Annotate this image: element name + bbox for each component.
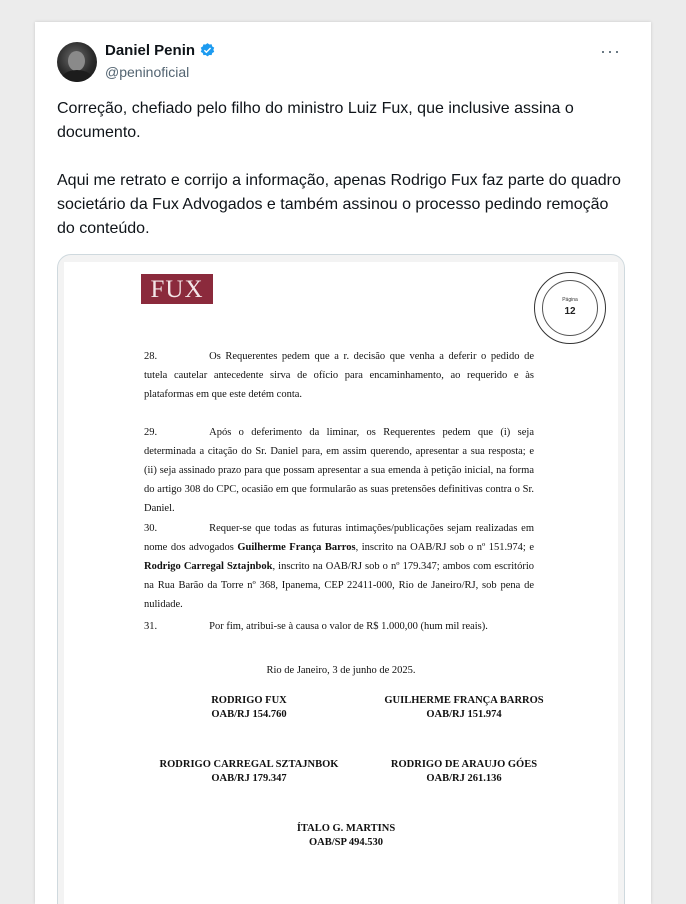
author-name-row[interactable] [105, 42, 216, 59]
page-stamp [534, 272, 606, 344]
city-date: Rio de Janeiro, 3 de junho de 2025. [266, 665, 416, 676]
author-name[interactable]: Daniel Penin [105, 42, 196, 59]
signature-block: GUILHERME FRANÇA BARROS OAB/RJ 151.974 [384, 695, 544, 720]
signature-block: RODRIGO CARREGAL SZTAJNBOK OAB/RJ 179.347 [159, 759, 339, 784]
tweet-paragraph: Aqui me retrato e corrijo a informação, apenas Rodrigo Fux faz parte do quadro societário da Fux Advogados e também assinou o processo pedindo remoção do conteúdo. [57, 172, 621, 237]
tweet-media-image[interactable] [57, 254, 625, 904]
tweet-card [35, 22, 651, 904]
stamp-page-number: 12 [564, 306, 576, 317]
tweet-paragraph: Correção, chefiado pelo filho do ministro Luiz Fux, que inclusive assina o documento. [57, 100, 574, 141]
author-handle[interactable]: @peninoficial [105, 64, 190, 80]
paragraph-31: 31. Por fim, atribui-se à causa o valor de R$ 1.000,00 (hum mil reais). [144, 621, 488, 632]
signature-block: RODRIGO DE ARAUJO GÓES OAB/RJ 261.136 [390, 759, 538, 784]
legal-document [64, 262, 618, 904]
signature-block: RODRIGO FUX OAB/RJ 154.760 [211, 695, 287, 720]
signature-block: ÍTALO G. MARTINS OAB/SP 494.530 [296, 823, 396, 848]
fux-logo: FUX [141, 274, 213, 304]
paragraph-29: 29. Após o deferimento da liminar, os Requerentes pedem que (i) seja determinada a citação do Sr. Daniel para, em assim querendo, apresentar a sua resposta; e (ii) seja assinado prazo para que possam apresentar a sua emenda à petição inicial, na forma do artigo 308 do CPC, ocasião em que formularão as suas pretensões definitivas contra o Sr. Daniel. [144, 427, 534, 514]
tweet-text [57, 97, 627, 265]
avatar[interactable] [57, 42, 97, 82]
paragraph-30: 30. Requer-se que todas as futuras intimações/publicações sejam realizadas em nome dos advogados Guilherme França Barros, inscrito na OAB/RJ sob o nº 151.974; e Rodrigo Carregal Sztajnbok, inscrito na OAB/RJ sob o nº 179.347; ambos com escritório na Rua Barão da Torre nº 368, Ipanema, CEP 22411-000, Rio de Janeiro/RJ, sob pena de nulidade. [144, 523, 534, 610]
stamp-label: Página [562, 297, 578, 303]
verified-badge-icon [199, 42, 216, 59]
paragraph-28: 28. Os Requerentes pedem que a r. decisão que venha a deferir o pedido de tutela cautelar antecedente sirva de ofício para encaminhamento, ao requerido e às plataformas em que este detém conta. [144, 351, 534, 400]
more-options-button[interactable]: ··· [600, 41, 621, 61]
